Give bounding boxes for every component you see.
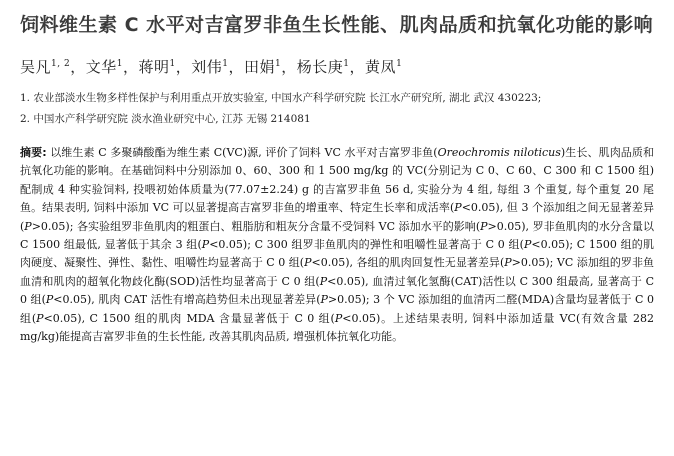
abstract-italic-term: P: [504, 256, 512, 270]
author-affiliation-mark: 1: [116, 59, 123, 69]
abstract-text: )生长、肌肉品质和抗氧化功能的影响。在基础饲料中分别添加 0、60、300 和 1 500 mg/kg 的 VC(分别记为 C 0、C 60、C 300 和 C 1500 组)配制成 4 种实验饲料, 投喂初始体质量为(77.07±2.24) g 的吉富罗非鱼 56 d, 实验分为 4 组, 每组 3 个重复, 每个重复 20 尾鱼。结果表明, 饲料中添加 VC 可以显著提高吉富罗非鱼的增重率、特定生长率和成活率(: [20, 146, 654, 215]
author-name: 文华: [85, 58, 117, 76]
author-separator: ，: [228, 58, 245, 76]
abstract-text: <0.05); C 300 组罗非鱼肌肉的弹性和咀嚼性显著高于 C 0 组(: [209, 238, 524, 252]
abstract-italic-term: P: [304, 256, 312, 270]
abstract-text: >0.05), 罗非鱼肌肉的水分含量以 C 1500 组最低, 显著低于其余 3 组(: [20, 219, 654, 252]
affiliation-list: [20, 88, 654, 130]
abstract-text: <0.05), 肌肉 CAT 活性有增高趋势但未出现显著差异(: [53, 293, 321, 307]
abstract-text: <0.05)。上述结果表明, 饲料中添加适量 VC(有效含量 282 mg/kg)能提高吉富罗非鱼的生长性能, 改善其肌肉品质, 增强机体抗氧化功能。: [20, 311, 654, 344]
abstract-text: <0.05); C 1500 组的肌肉硬度、凝聚性、弹性、黏性、咀嚼性均显著高于 C 0 组(: [20, 238, 654, 270]
author-affiliation-mark: 1: [343, 59, 350, 69]
abstract-body: [20, 146, 654, 343]
abstract-italic-term: P: [334, 311, 343, 325]
abstract-italic-term: P: [319, 274, 328, 288]
abstract-italic-term: P: [454, 201, 462, 215]
author: [244, 58, 281, 76]
author-affiliation-mark: 1: [169, 59, 176, 69]
author-name: 田娟: [244, 58, 276, 76]
author-affiliation-mark: 1, 2: [51, 59, 71, 69]
abstract-text: 以维生素 C 多聚磷酸酯为维生素 C(VC)源, 评价了饲料 VC 水平对吉富罗非鱼(: [46, 146, 438, 159]
author-name: 黄凤: [365, 58, 397, 76]
author: [191, 58, 228, 76]
author-separator: ，: [122, 58, 139, 76]
abstract-italic-term: P: [45, 293, 54, 307]
abstract-italic-term: P: [480, 219, 488, 233]
author-name: 刘伟: [191, 58, 223, 76]
abstract-text: <0.05), 各组的肌肉回复性无显著差异(: [311, 256, 505, 270]
abstract-italic-term: P: [36, 311, 44, 325]
author: [86, 58, 123, 76]
abstract-label: 摘要:: [20, 146, 47, 159]
author-separator: ，: [175, 58, 192, 76]
abstract-italic-term: P: [201, 238, 210, 252]
author: [297, 58, 350, 76]
abstract-text: >0.05); 各实验组罗非鱼肌肉的粗蛋白、粗脂肪和粗灰分含量不受饲料 VC 添加水平的影响(: [31, 219, 481, 233]
abstract-text: >0.05); 3 个 VC 添加组的血清丙二醛(MDA)含量均显著低于 C 0 组(: [20, 293, 654, 325]
author: [20, 58, 70, 76]
author-separator: ，: [349, 58, 366, 76]
author-affiliation-mark: 1: [222, 59, 229, 69]
abstract-text: <0.05), 血清过氧化氢酶(CAT)活性以 C 300 组最高, 显著高于 C 0 组(: [20, 274, 654, 307]
author-name: 杨长庚: [296, 58, 344, 76]
author-name: 蒋明: [138, 58, 170, 76]
author: [138, 58, 175, 76]
abstract-italic-term: Oreochromis niloticus: [437, 146, 561, 159]
author-affiliation-mark: 1: [396, 59, 403, 69]
affiliation-line: 1. 农业部淡水生物多样性保护与利用重点开放实验室, 中国水产科学研究院 长江水产研究所, 湖北 武汉 430223;: [20, 92, 542, 104]
affiliation-line: 2. 中国水产科学研究院 淡水渔业研究中心, 江苏 无锡 214081: [20, 113, 311, 125]
abstract: [20, 144, 654, 346]
author-list: [20, 56, 654, 78]
paper-title: 饲料维生素 C 水平对吉富罗非鱼生长性能、肌肉品质和抗氧化功能的影响: [20, 14, 654, 36]
abstract-text: <0.05), 但 3 个添加组之间无显著差异(: [20, 201, 654, 233]
abstract-text: <0.05), C 1500 组的肌肉 MDA 含量显著低于 C 0 组(: [43, 311, 335, 325]
author-separator: ，: [281, 58, 297, 76]
abstract-italic-term: P: [320, 293, 328, 307]
author-separator: ，: [70, 58, 86, 76]
author-affiliation-mark: 1: [275, 59, 282, 69]
author: [365, 58, 402, 76]
abstract-italic-term: P: [24, 219, 32, 233]
abstract-italic-term: P: [523, 238, 532, 252]
author-name: 吴凡: [20, 58, 52, 76]
abstract-text: >0.05); VC 添加组的罗非鱼血清和肌肉的超氧化物歧化酶(SOD)活性均显著高于 C 0 组(: [20, 256, 654, 288]
